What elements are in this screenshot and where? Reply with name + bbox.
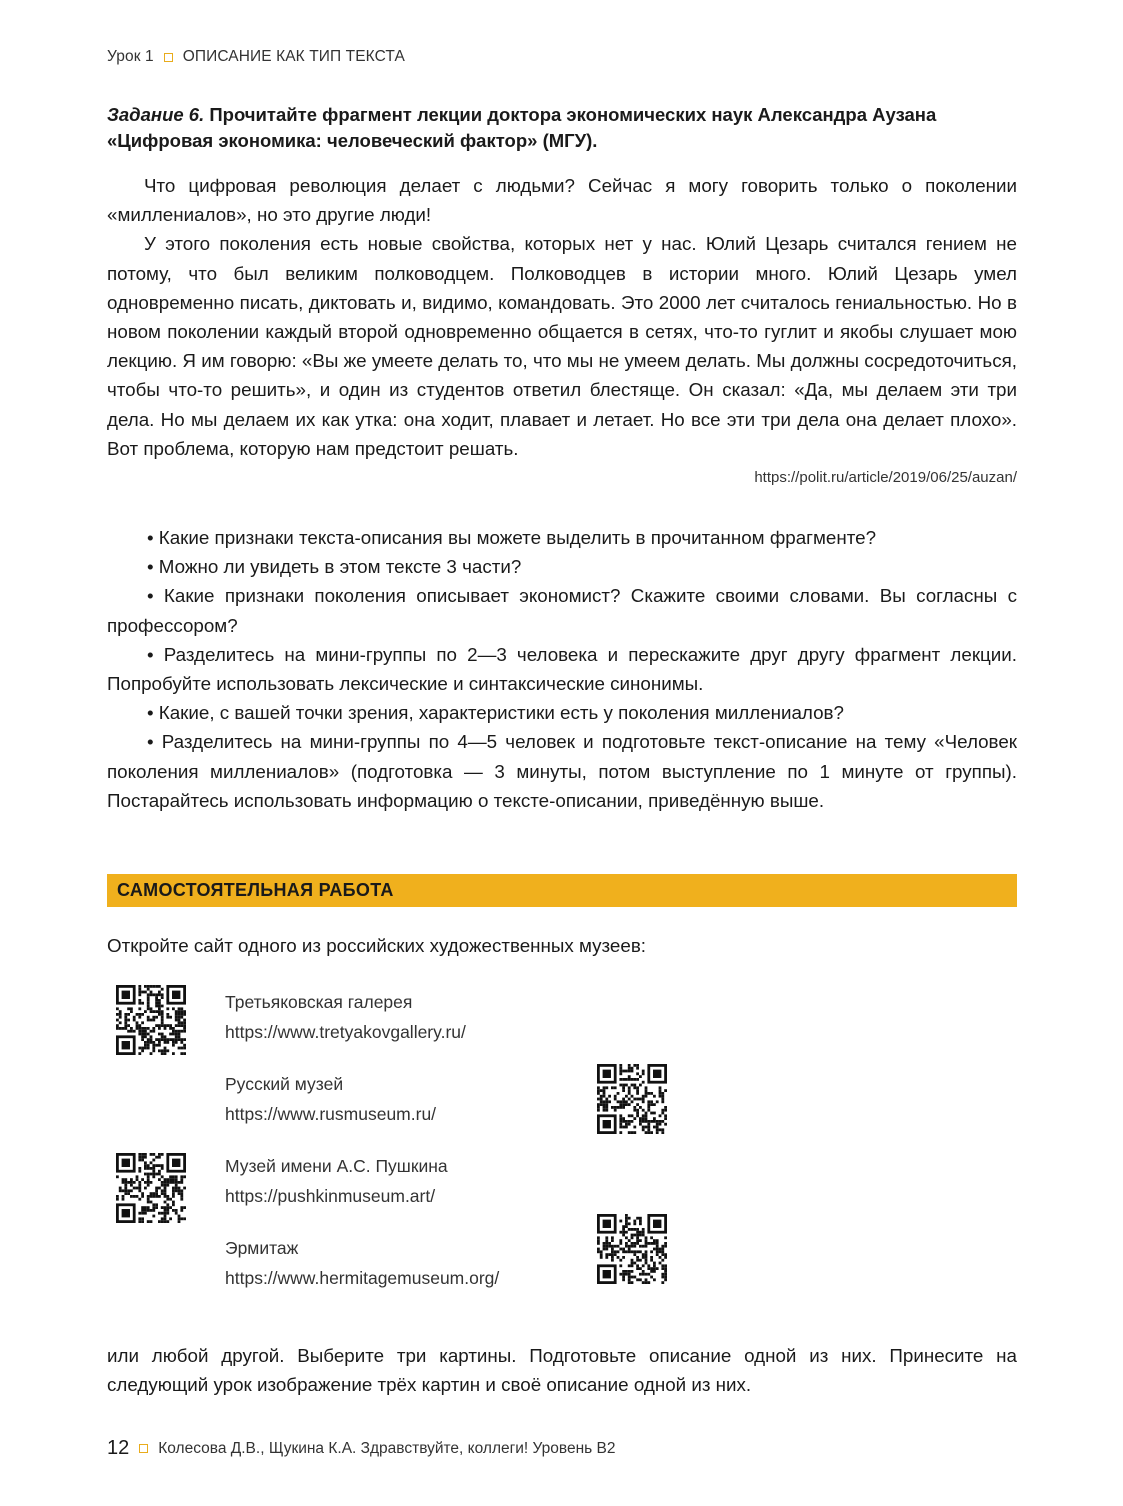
lecture-fragment [107, 171, 1017, 463]
question-item: • Можно ли увидеть в этом тексте 3 части? [147, 556, 522, 578]
museum-name: Русский музей [225, 1074, 344, 1094]
qr-code-icon [597, 1214, 667, 1284]
page-header [107, 48, 405, 66]
museum-entry [225, 1069, 436, 1129]
page-footer [107, 1437, 616, 1460]
museum-entry [225, 987, 466, 1047]
museum-name: Музей имени А.С. Пушкина [225, 1156, 448, 1176]
task-text: Прочитайте фрагмент лекции доктора экономических наук Александра Аузана «Цифровая экономика: человеческий фактор» (МГУ). [107, 104, 937, 151]
section-intro: Откройте сайт одного из российских художественных музеев: [107, 935, 647, 956]
lecture-paragraph: У этого поколения есть новые свойства, которых нет у нас. Юлий Цезарь считался гением не потому, что был великим полководцем. Полководцев в истории много. Юлий Цезарь умел одновременно писать, диктовать и, видимо, командовать. Это 2000 лет считалось гениальностью. Но в новом поколении каждый второй одновременно общается в сетях, что-то гуглит и якобы слушает мою лекцию. Я им говорю: «Вы же умеете делать то, что мы не умеем делать. Мы должны сосредоточиться, чтобы что-то решить», и один из студентов ответил блестяще. Он сказал: «Да, мы делаем эти три дела. Но мы делаем их как утка: она ходит, плавает и летает. Но все эти три дела она делает плохо». Вот проблема, которую нам предстоит решать. [107, 233, 1017, 459]
footer-text: Колесова Д.В., Щукина К.А. Здравствуйте, коллеги! Уровень В2 [158, 1439, 616, 1457]
lesson-title: ОПИСАНИЕ КАК ТИП ТЕКСТА [182, 48, 405, 65]
museum-entry [225, 1151, 448, 1211]
lesson-label: Урок 1 [107, 48, 154, 65]
question-item: • Какие признаки поколения описывает экономист? Скажите своими словами. Вы согласны с профессором? [107, 585, 1017, 636]
museum-name: Третьяковская галерея [225, 992, 413, 1012]
question-item: • Какие, с вашей точки зрения, характеристики есть у поколения миллениалов? [147, 702, 844, 724]
section-outro: или любой другой. Выберите три картины. Подготовьте описание одной из них. Принесите на следующий урок изображение трёх картин и своё описание одной из них. [107, 1345, 1017, 1396]
source-link[interactable]: https://polit.ru/article/2019/06/25/auzan/ [754, 469, 1017, 486]
qr-code-icon [116, 985, 186, 1055]
question-item: • Разделитесь на мини-группы по 4—5 человек и подготовьте текст-описание на тему «Человек поколения миллениалов» (подготовка — 3 минуты, потом выступление по 1 минуте от группы). Постарайтесь использовать информацию о тексте-описании, приведённую выше. [107, 731, 1017, 811]
section-title: САМОСТОЯТЕЛЬНАЯ РАБОТА [117, 880, 394, 900]
question-item: • Разделитесь на мини-группы по 2—3 человека и перескажите друг другу фрагмент лекции. Попробуйте использовать лексические и синтаксические синонимы. [107, 643, 1017, 695]
qr-code-icon [116, 1153, 186, 1223]
task-heading [107, 102, 1017, 154]
museum-url[interactable]: https://www.rusmuseum.ru/ [225, 1104, 437, 1124]
museum-url[interactable]: https://pushkinmuseum.art/ [225, 1186, 436, 1206]
question-list [107, 523, 1017, 815]
museum-url[interactable]: https://www.tretyakovgallery.ru/ [225, 1022, 466, 1042]
square-bullet-icon [139, 1444, 148, 1453]
question-item: • Какие признаки текста-описания вы можете выделить в прочитанном фрагменте? [147, 527, 877, 548]
museum-url[interactable]: https://www.hermitagemuseum.org/ [225, 1268, 500, 1288]
museum-entry [225, 1233, 499, 1293]
page-number: 12 [107, 1437, 130, 1459]
square-bullet-icon [164, 53, 173, 62]
lecture-paragraph: Что цифровая революция делает с людьми? Сейчас я могу говорить только о поколении «миллениалов», но это другие люди! [107, 175, 1017, 226]
task-number: Задание 6. [107, 104, 205, 125]
museum-name: Эрмитаж [225, 1238, 299, 1258]
section-banner [107, 874, 1017, 907]
qr-code-icon [597, 1064, 667, 1134]
